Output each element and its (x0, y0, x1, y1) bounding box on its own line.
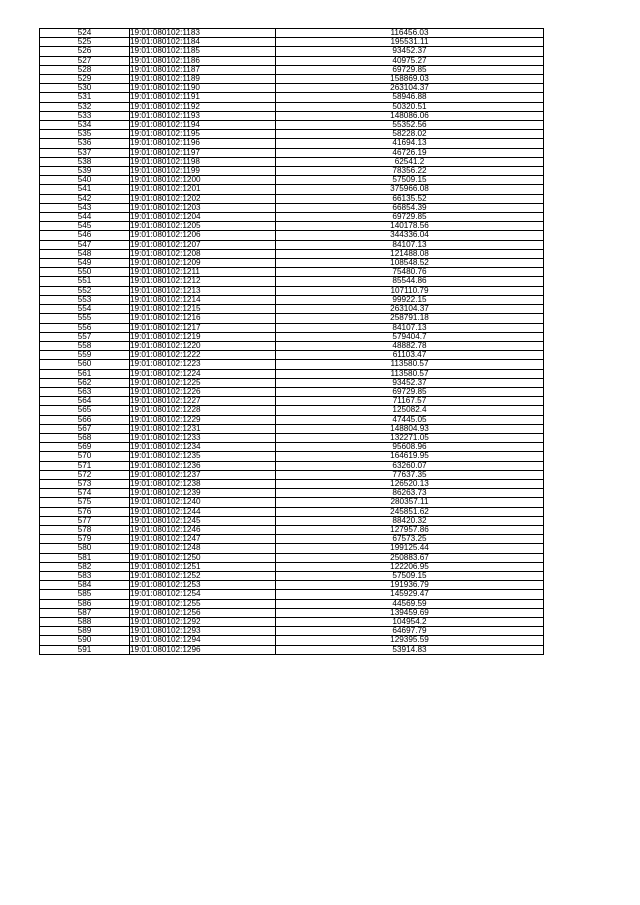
value-cell: 53914.83 (276, 645, 544, 654)
value-cell: 69729.85 (276, 387, 544, 396)
table-row (40, 544, 544, 553)
table-row (40, 38, 544, 47)
value-cell: 66135.52 (276, 194, 544, 203)
table-row (40, 406, 544, 415)
row-number-cell: 563 (40, 387, 130, 396)
row-number-cell: 568 (40, 433, 130, 442)
row-number-cell: 538 (40, 157, 130, 166)
cadastral-number-cell: 19:01:080102:1256 (130, 608, 276, 617)
table-row (40, 443, 544, 452)
row-number-cell: 529 (40, 75, 130, 84)
table-row (40, 203, 544, 212)
value-cell: 41694.13 (276, 139, 544, 148)
row-number-cell: 546 (40, 231, 130, 240)
value-cell: 191936.79 (276, 581, 544, 590)
table-row (40, 277, 544, 286)
row-number-cell: 564 (40, 397, 130, 406)
table-row (40, 111, 544, 120)
row-number-cell: 535 (40, 130, 130, 139)
cadastral-number-cell: 19:01:080102:1226 (130, 387, 276, 396)
table-row (40, 314, 544, 323)
value-cell: 113580.57 (276, 360, 544, 369)
table-row (40, 627, 544, 636)
table-row (40, 130, 544, 139)
row-number-cell: 526 (40, 47, 130, 56)
cadastral-number-cell: 19:01:080102:1296 (130, 645, 276, 654)
cadastral-number-cell: 19:01:080102:1184 (130, 38, 276, 47)
cadastral-number-cell: 19:01:080102:1212 (130, 277, 276, 286)
value-cell: 93452.37 (276, 378, 544, 387)
value-cell: 125082.4 (276, 406, 544, 415)
row-number-cell: 547 (40, 240, 130, 249)
table-row (40, 479, 544, 488)
value-cell: 57509.15 (276, 571, 544, 580)
cadastral-number-cell: 19:01:080102:1215 (130, 305, 276, 314)
row-number-cell: 590 (40, 636, 130, 645)
row-number-cell: 525 (40, 38, 130, 47)
value-cell: 344336.04 (276, 231, 544, 240)
row-number-cell: 545 (40, 222, 130, 231)
value-cell: 77637.35 (276, 470, 544, 479)
table-row (40, 452, 544, 461)
row-number-cell: 584 (40, 581, 130, 590)
table-row (40, 581, 544, 590)
value-cell: 108548.52 (276, 259, 544, 268)
value-cell: 122206.95 (276, 562, 544, 571)
cadastral-number-cell: 19:01:080102:1253 (130, 581, 276, 590)
table-row (40, 295, 544, 304)
table-row (40, 194, 544, 203)
table-row (40, 351, 544, 360)
row-number-cell: 543 (40, 203, 130, 212)
table-row (40, 323, 544, 332)
value-cell: 258791.18 (276, 314, 544, 323)
cadastral-number-cell: 19:01:080102:1224 (130, 369, 276, 378)
cadastral-number-cell: 19:01:080102:1183 (130, 29, 276, 38)
value-cell: 84107.13 (276, 323, 544, 332)
value-cell: 129395.59 (276, 636, 544, 645)
cadastral-number-cell: 19:01:080102:1234 (130, 443, 276, 452)
value-cell: 75480.76 (276, 268, 544, 277)
cadastral-number-cell: 19:01:080102:1246 (130, 525, 276, 534)
value-cell: 579404.7 (276, 332, 544, 341)
table-row (40, 176, 544, 185)
cadastral-number-cell: 19:01:080102:1222 (130, 351, 276, 360)
value-cell: 40975.27 (276, 56, 544, 65)
table-row (40, 608, 544, 617)
cadastral-number-cell: 19:01:080102:1195 (130, 130, 276, 139)
table-row (40, 507, 544, 516)
value-cell: 88420.32 (276, 516, 544, 525)
value-cell: 86263.73 (276, 489, 544, 498)
row-number-cell: 549 (40, 259, 130, 268)
cadastral-number-cell: 19:01:080102:1247 (130, 535, 276, 544)
cadastral-number-cell: 19:01:080102:1236 (130, 461, 276, 470)
value-cell: 71167.57 (276, 397, 544, 406)
table-row (40, 360, 544, 369)
cadastral-number-cell: 19:01:080102:1238 (130, 479, 276, 488)
table-row (40, 29, 544, 38)
row-number-cell: 550 (40, 268, 130, 277)
cadastral-number-cell: 19:01:080102:1293 (130, 627, 276, 636)
table-row (40, 341, 544, 350)
value-cell: 375966.08 (276, 185, 544, 194)
value-cell: 195531.11 (276, 38, 544, 47)
table-row (40, 332, 544, 341)
value-cell: 44569.59 (276, 599, 544, 608)
table-row (40, 562, 544, 571)
row-number-cell: 528 (40, 65, 130, 74)
cadastral-table (39, 28, 544, 655)
table-row (40, 157, 544, 166)
cadastral-number-cell: 19:01:080102:1198 (130, 157, 276, 166)
cadastral-number-cell: 19:01:080102:1200 (130, 176, 276, 185)
table-row (40, 167, 544, 176)
value-cell: 61103.47 (276, 351, 544, 360)
value-cell: 84107.13 (276, 240, 544, 249)
cadastral-number-cell: 19:01:080102:1199 (130, 167, 276, 176)
row-number-cell: 578 (40, 525, 130, 534)
table-row (40, 599, 544, 608)
value-cell: 245851.62 (276, 507, 544, 516)
cadastral-number-cell: 19:01:080102:1239 (130, 489, 276, 498)
table-row (40, 213, 544, 222)
value-cell: 148086.06 (276, 111, 544, 120)
table-row (40, 240, 544, 249)
value-cell: 69729.85 (276, 65, 544, 74)
table-row (40, 56, 544, 65)
row-number-cell: 560 (40, 360, 130, 369)
cadastral-number-cell: 19:01:080102:1235 (130, 452, 276, 461)
cadastral-number-cell: 19:01:080102:1244 (130, 507, 276, 516)
cadastral-number-cell: 19:01:080102:1193 (130, 111, 276, 120)
table-row (40, 636, 544, 645)
table-row (40, 397, 544, 406)
cadastral-number-cell: 19:01:080102:1187 (130, 65, 276, 74)
cadastral-number-cell: 19:01:080102:1233 (130, 433, 276, 442)
cadastral-number-cell: 19:01:080102:1228 (130, 406, 276, 415)
table-row (40, 268, 544, 277)
cadastral-number-cell: 19:01:080102:1197 (130, 148, 276, 157)
row-number-cell: 583 (40, 571, 130, 580)
row-number-cell: 531 (40, 93, 130, 102)
table-row (40, 516, 544, 525)
row-number-cell: 527 (40, 56, 130, 65)
row-number-cell: 552 (40, 286, 130, 295)
table-row (40, 148, 544, 157)
row-number-cell: 554 (40, 305, 130, 314)
table-row (40, 470, 544, 479)
row-number-cell: 591 (40, 645, 130, 654)
table-row (40, 498, 544, 507)
row-number-cell: 589 (40, 627, 130, 636)
table-row (40, 590, 544, 599)
cadastral-number-cell: 19:01:080102:1204 (130, 213, 276, 222)
table-row (40, 84, 544, 93)
value-cell: 48882.78 (276, 341, 544, 350)
cadastral-number-cell: 19:01:080102:1206 (130, 231, 276, 240)
cadastral-number-cell: 19:01:080102:1225 (130, 378, 276, 387)
cadastral-number-cell: 19:01:080102:1209 (130, 259, 276, 268)
row-number-cell: 555 (40, 314, 130, 323)
row-number-cell: 534 (40, 121, 130, 130)
table-row (40, 75, 544, 84)
row-number-cell: 572 (40, 470, 130, 479)
row-number-cell: 548 (40, 249, 130, 258)
cadastral-number-cell: 19:01:080102:1191 (130, 93, 276, 102)
value-cell: 145929.47 (276, 590, 544, 599)
cadastral-number-cell: 19:01:080102:1292 (130, 618, 276, 627)
cadastral-number-cell: 19:01:080102:1227 (130, 397, 276, 406)
value-cell: 95608.96 (276, 443, 544, 452)
value-cell: 63260.07 (276, 461, 544, 470)
cadastral-number-cell: 19:01:080102:1214 (130, 295, 276, 304)
table-row (40, 553, 544, 562)
value-cell: 158869.03 (276, 75, 544, 84)
value-cell: 127957.86 (276, 525, 544, 534)
table-row (40, 424, 544, 433)
cadastral-number-cell: 19:01:080102:1231 (130, 424, 276, 433)
cadastral-number-cell: 19:01:080102:1254 (130, 590, 276, 599)
cadastral-number-cell: 19:01:080102:1203 (130, 203, 276, 212)
table-row (40, 433, 544, 442)
cadastral-number-cell: 19:01:080102:1217 (130, 323, 276, 332)
row-number-cell: 533 (40, 111, 130, 120)
value-cell: 55352.56 (276, 121, 544, 130)
row-number-cell: 588 (40, 618, 130, 627)
row-number-cell: 541 (40, 185, 130, 194)
table-row (40, 65, 544, 74)
table-row (40, 121, 544, 130)
cadastral-number-cell: 19:01:080102:1202 (130, 194, 276, 203)
cadastral-number-cell: 19:01:080102:1207 (130, 240, 276, 249)
cadastral-number-cell: 19:01:080102:1248 (130, 544, 276, 553)
value-cell: 148804.93 (276, 424, 544, 433)
row-number-cell: 566 (40, 415, 130, 424)
row-number-cell: 567 (40, 424, 130, 433)
table-row (40, 222, 544, 231)
value-cell: 126520.13 (276, 479, 544, 488)
value-cell: 58228.02 (276, 130, 544, 139)
row-number-cell: 539 (40, 167, 130, 176)
cadastral-number-cell: 19:01:080102:1185 (130, 47, 276, 56)
cadastral-number-cell: 19:01:080102:1229 (130, 415, 276, 424)
table-row (40, 185, 544, 194)
row-number-cell: 579 (40, 535, 130, 544)
table-row (40, 139, 544, 148)
value-cell: 121488.08 (276, 249, 544, 258)
row-number-cell: 562 (40, 378, 130, 387)
row-number-cell: 556 (40, 323, 130, 332)
cadastral-number-cell: 19:01:080102:1219 (130, 332, 276, 341)
value-cell: 116456.03 (276, 29, 544, 38)
value-cell: 250883.67 (276, 553, 544, 562)
cadastral-number-cell: 19:01:080102:1211 (130, 268, 276, 277)
row-number-cell: 586 (40, 599, 130, 608)
value-cell: 69729.85 (276, 213, 544, 222)
table-row (40, 286, 544, 295)
table-row (40, 645, 544, 654)
cadastral-number-cell: 19:01:080102:1213 (130, 286, 276, 295)
table-row (40, 415, 544, 424)
table-body (40, 29, 544, 655)
cadastral-number-cell: 19:01:080102:1186 (130, 56, 276, 65)
cadastral-number-cell: 19:01:080102:1255 (130, 599, 276, 608)
cadastral-number-cell: 19:01:080102:1250 (130, 553, 276, 562)
cadastral-number-cell: 19:01:080102:1240 (130, 498, 276, 507)
row-number-cell: 536 (40, 139, 130, 148)
table-row (40, 489, 544, 498)
value-cell: 99922.15 (276, 295, 544, 304)
row-number-cell: 573 (40, 479, 130, 488)
value-cell: 93452.37 (276, 47, 544, 56)
table-row (40, 461, 544, 470)
cadastral-number-cell: 19:01:080102:1223 (130, 360, 276, 369)
table-row (40, 93, 544, 102)
value-cell: 263104.37 (276, 305, 544, 314)
row-number-cell: 542 (40, 194, 130, 203)
table-row (40, 102, 544, 111)
value-cell: 78356.22 (276, 167, 544, 176)
value-cell: 67573.25 (276, 535, 544, 544)
value-cell: 140178.56 (276, 222, 544, 231)
value-cell: 113580.57 (276, 369, 544, 378)
table-row (40, 369, 544, 378)
row-number-cell: 551 (40, 277, 130, 286)
cadastral-number-cell: 19:01:080102:1237 (130, 470, 276, 479)
row-number-cell: 570 (40, 452, 130, 461)
table-row (40, 525, 544, 534)
row-number-cell: 585 (40, 590, 130, 599)
row-number-cell: 558 (40, 341, 130, 350)
row-number-cell: 569 (40, 443, 130, 452)
cadastral-number-cell: 19:01:080102:1194 (130, 121, 276, 130)
cadastral-number-cell: 19:01:080102:1220 (130, 341, 276, 350)
table-row (40, 259, 544, 268)
value-cell: 139459.69 (276, 608, 544, 617)
value-cell: 104954.2 (276, 618, 544, 627)
table-row (40, 231, 544, 240)
value-cell: 57509.15 (276, 176, 544, 185)
table-row (40, 249, 544, 258)
value-cell: 64697.79 (276, 627, 544, 636)
cadastral-number-cell: 19:01:080102:1192 (130, 102, 276, 111)
cadastral-number-cell: 19:01:080102:1190 (130, 84, 276, 93)
table-row (40, 47, 544, 56)
row-number-cell: 582 (40, 562, 130, 571)
value-cell: 164619.95 (276, 452, 544, 461)
row-number-cell: 571 (40, 461, 130, 470)
row-number-cell: 553 (40, 295, 130, 304)
row-number-cell: 574 (40, 489, 130, 498)
cadastral-number-cell: 19:01:080102:1251 (130, 562, 276, 571)
cadastral-number-cell: 19:01:080102:1196 (130, 139, 276, 148)
table-row (40, 378, 544, 387)
value-cell: 50320.51 (276, 102, 544, 111)
row-number-cell: 540 (40, 176, 130, 185)
value-cell: 58946.88 (276, 93, 544, 102)
cadastral-number-cell: 19:01:080102:1294 (130, 636, 276, 645)
cadastral-number-cell: 19:01:080102:1208 (130, 249, 276, 258)
row-number-cell: 557 (40, 332, 130, 341)
cadastral-number-cell: 19:01:080102:1245 (130, 516, 276, 525)
value-cell: 280357.11 (276, 498, 544, 507)
value-cell: 107110.79 (276, 286, 544, 295)
value-cell: 199125.44 (276, 544, 544, 553)
value-cell: 47445.05 (276, 415, 544, 424)
value-cell: 62541.2 (276, 157, 544, 166)
row-number-cell: 581 (40, 553, 130, 562)
row-number-cell: 532 (40, 102, 130, 111)
value-cell: 85544.86 (276, 277, 544, 286)
value-cell: 46726.19 (276, 148, 544, 157)
row-number-cell: 580 (40, 544, 130, 553)
cadastral-number-cell: 19:01:080102:1189 (130, 75, 276, 84)
table-row (40, 387, 544, 396)
value-cell: 263104.37 (276, 84, 544, 93)
cadastral-number-cell: 19:01:080102:1201 (130, 185, 276, 194)
value-cell: 66854.39 (276, 203, 544, 212)
row-number-cell: 565 (40, 406, 130, 415)
table-row (40, 571, 544, 580)
table-row (40, 305, 544, 314)
row-number-cell: 559 (40, 351, 130, 360)
row-number-cell: 524 (40, 29, 130, 38)
row-number-cell: 577 (40, 516, 130, 525)
row-number-cell: 530 (40, 84, 130, 93)
cadastral-number-cell: 19:01:080102:1205 (130, 222, 276, 231)
row-number-cell: 544 (40, 213, 130, 222)
row-number-cell: 561 (40, 369, 130, 378)
table-row (40, 535, 544, 544)
cadastral-number-cell: 19:01:080102:1216 (130, 314, 276, 323)
row-number-cell: 587 (40, 608, 130, 617)
row-number-cell: 537 (40, 148, 130, 157)
cadastral-number-cell: 19:01:080102:1252 (130, 571, 276, 580)
table-row (40, 618, 544, 627)
value-cell: 132271.05 (276, 433, 544, 442)
row-number-cell: 575 (40, 498, 130, 507)
row-number-cell: 576 (40, 507, 130, 516)
